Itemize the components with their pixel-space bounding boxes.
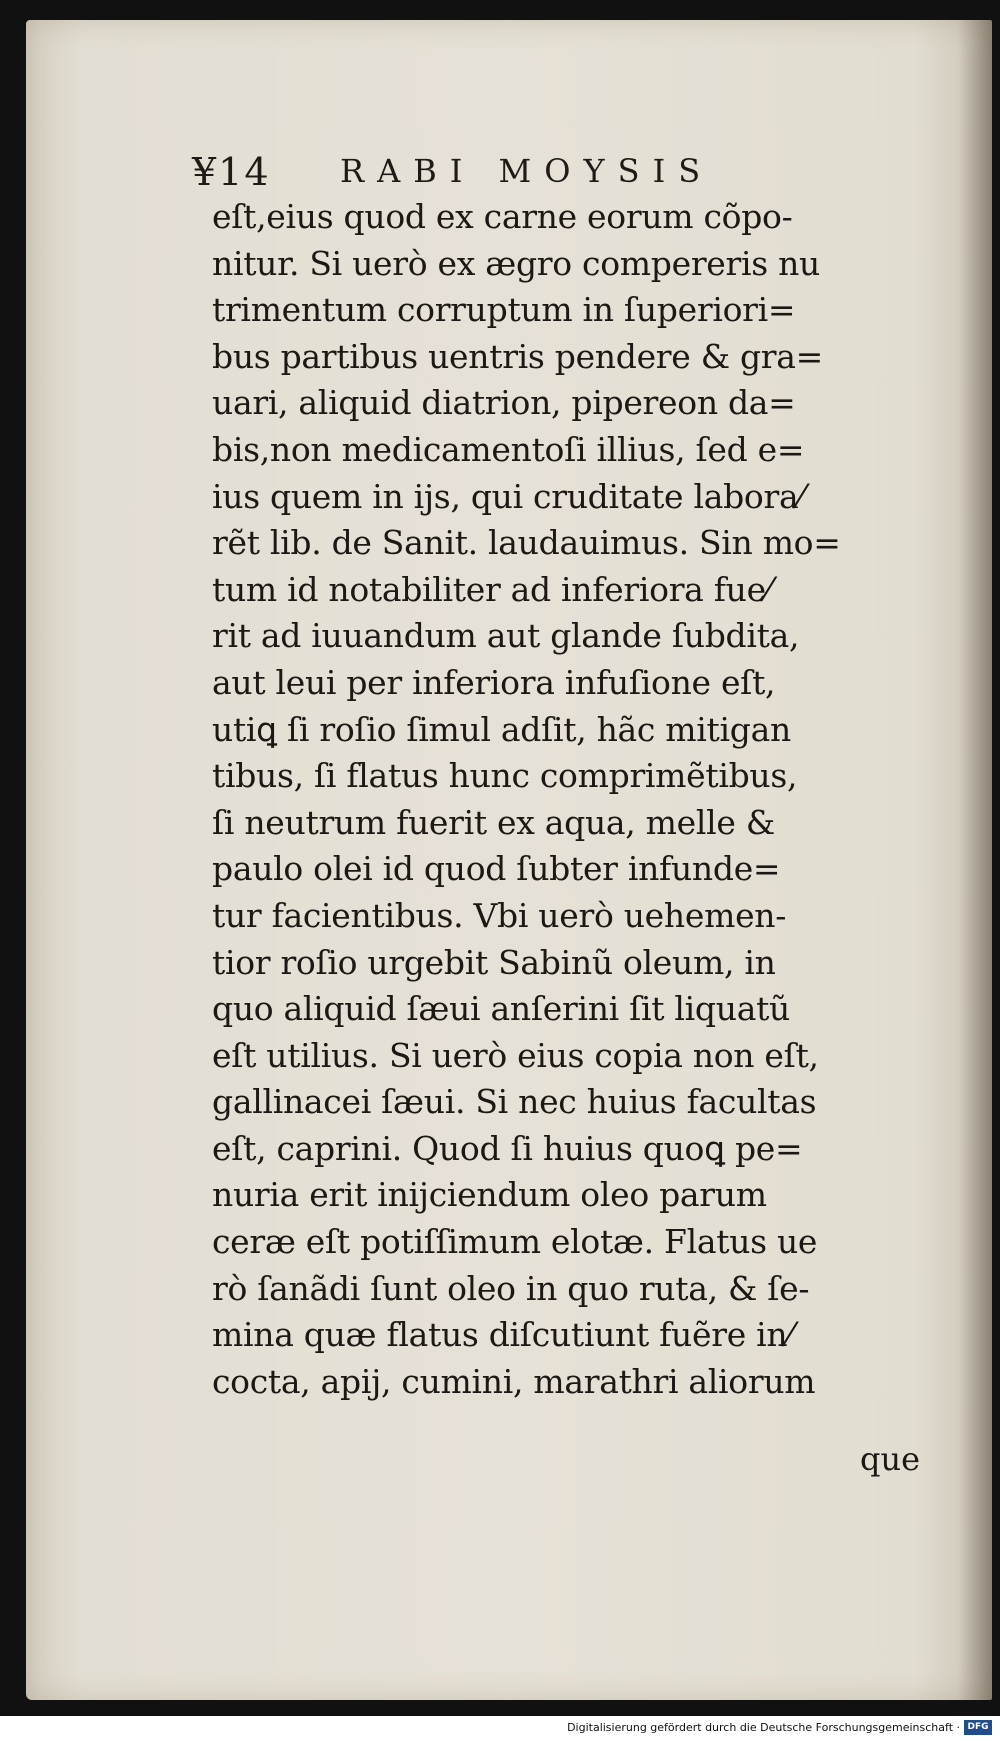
- text-line: eſt utilius. Si uerò eius copia non eſt,: [212, 1035, 819, 1075]
- text-line: bis,non medicamentoſi illius, ſed e=: [212, 429, 805, 469]
- dfg-logo: DFG: [964, 1720, 992, 1735]
- text-line: ceræ eſt potiſſimum elotæ. Flatus ue: [212, 1222, 818, 1262]
- text-line: ſi neutrum fuerit ex aqua, melle &: [212, 802, 775, 842]
- running-title: RABI MOYSIS: [340, 152, 714, 190]
- text-line: uari, aliquid diatrion, pipereon da=: [212, 383, 796, 423]
- text-line: eſt, caprini. Quod ſi huius quoꝗ pe=: [212, 1128, 803, 1168]
- text-line: rò ſanãdi ſunt oleo in quo ruta, & ſe-: [212, 1268, 810, 1308]
- text-line: utiꝗ ſi roſio ſimul adſit, hãc mitigan: [212, 709, 791, 749]
- text-line: tibus, ſi flatus hunc comprimẽtibus,: [212, 756, 798, 796]
- text-line: rẽt lib. de Sanit. laudauimus. Sin mo=: [212, 523, 841, 563]
- text-line: bus partibus uentris pendere & gra=: [212, 336, 823, 376]
- text-line: tum id notabiliter ad inferiora fue⁄: [212, 569, 772, 609]
- funding-notice: Digitalisierung gefördert durch die Deutsche Forschungsgemeinschaft ·: [567, 1721, 960, 1734]
- text-line: gallinacei ſæui. Si nec huius facultas: [212, 1082, 817, 1122]
- catchword: que: [860, 1440, 921, 1478]
- text-line: tior roſio urgebit Sabinũ oleum, in: [212, 942, 776, 982]
- text-line: nuria erit inijciendum oleo parum: [212, 1175, 767, 1215]
- page-number: ¥14: [192, 150, 271, 194]
- text-line: rit ad iuuandum aut glande ſubdita,: [212, 616, 800, 656]
- text-line: tur facientibus. Vbi uerò uehemen-: [212, 895, 787, 935]
- text-line: quo aliquid ſæui anſerini ſit liquatũ: [212, 989, 790, 1029]
- text-line: trimentum corruptum in ſuperiori=: [212, 290, 796, 330]
- gutter-shadow: [958, 20, 992, 1700]
- text-line: aut leui per inferiora infuſione eſt,: [212, 662, 776, 702]
- text-line: eſt,eius quod ex carne eorum cõpo-: [212, 197, 793, 236]
- footer-bar: [0, 1716, 1000, 1741]
- text-line: ius quem in ijs, qui cruditate labora⁄: [212, 476, 804, 516]
- running-head: [192, 150, 752, 200]
- text-line: cocta, apij, cumini, marathri aliorum: [212, 1361, 816, 1401]
- body-text: [212, 194, 852, 1405]
- text-line: mina quæ flatus diſcutiunt fuẽre in⁄: [212, 1315, 793, 1355]
- text-line: paulo olei id quod ſubter infunde=: [212, 849, 781, 889]
- text-line: nitur. Si uerò ex ægro compereris nu: [212, 243, 820, 283]
